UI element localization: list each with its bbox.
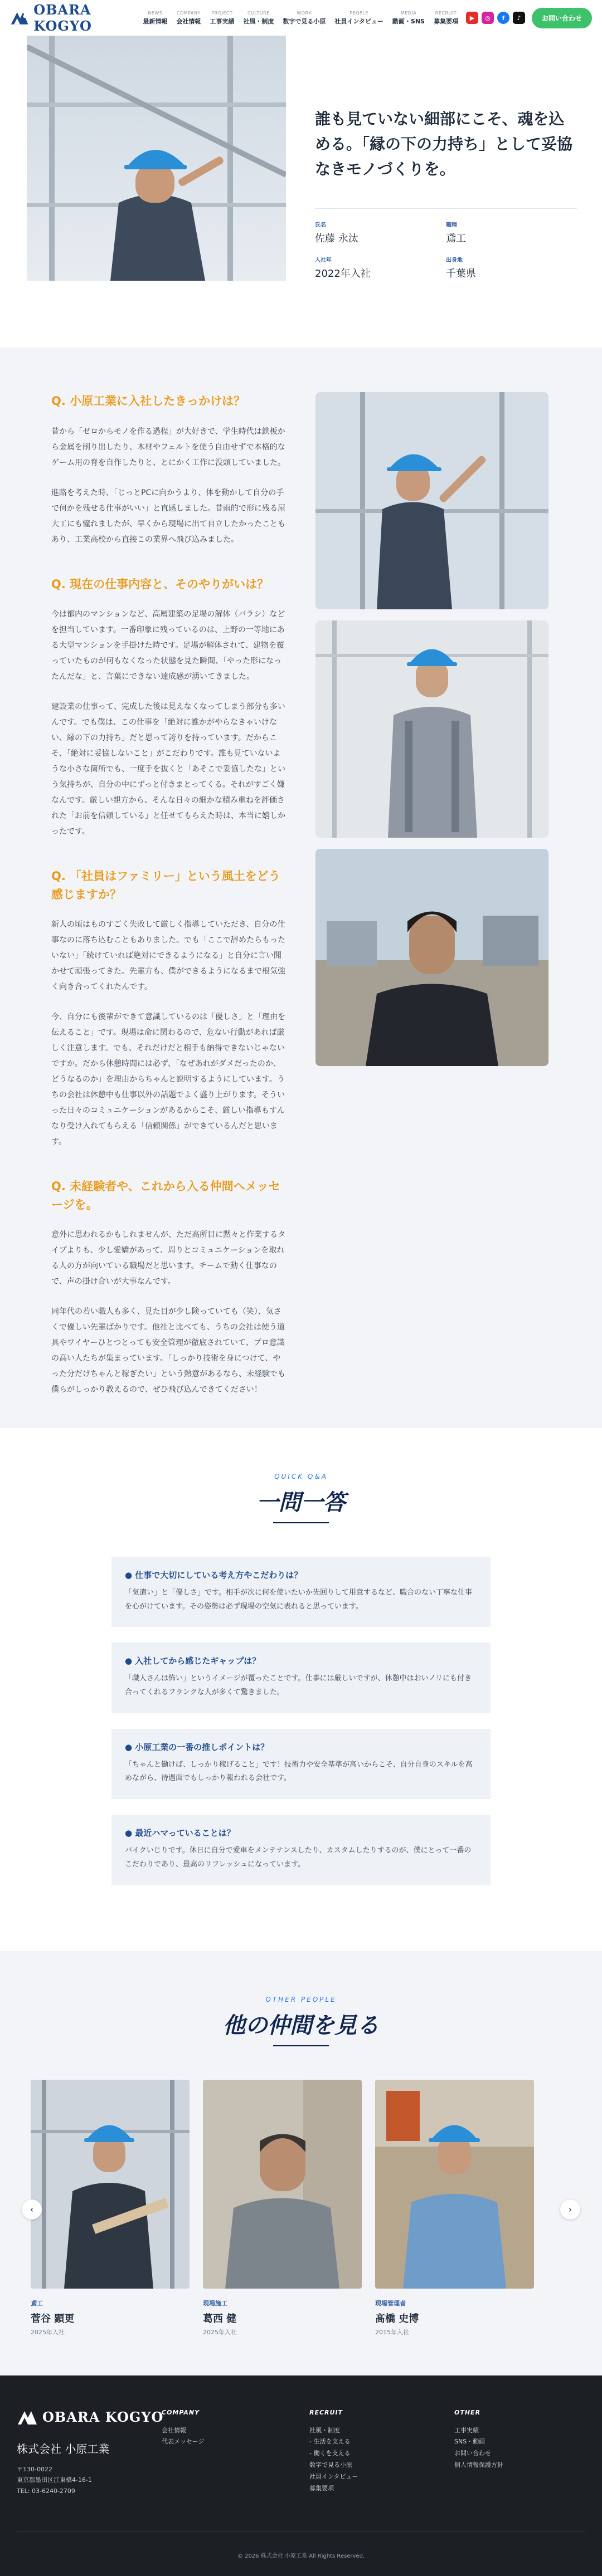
- nav-ja-label: 社員インタビュー: [334, 17, 383, 25]
- quick-section-en: QUICK Q&A: [274, 1473, 328, 1480]
- nav-en-label: MEDIA: [400, 10, 417, 16]
- footer-link[interactable]: 社風・制度: [309, 2426, 340, 2434]
- footer-link[interactable]: - 働くを支える: [309, 2450, 351, 2457]
- footer-logo-mark-icon: [17, 2409, 38, 2426]
- nav-ja-label: 社風・制度: [243, 17, 274, 25]
- contact-button[interactable]: お問い合わせ: [532, 8, 592, 28]
- youtube-icon[interactable]: ▶: [466, 12, 478, 24]
- interview-photo: [315, 392, 548, 609]
- nav-en-label: PROJECT: [211, 10, 233, 16]
- quick-section-title: 一問一答: [256, 1490, 346, 1516]
- answer-paragraph: 同年代の若い職人も多く、見た目が少し険っていても（笑）、気さくで優しい先輩ばかりです。他社と比べても、うちの会社は使う道具やワイヤーひとつとっても安全管理が徹底されていて、プロ意識の高い人たちが集まっています。「しっかり技術を身につけて、やった分だけちゃんと稼ぎたい」という熱意があるなら、未経験でも僕らがしっかり教えるので、ぜひ飛び込んできてください！: [51, 1307, 285, 1395]
- qa-block: [51, 392, 285, 548]
- question-title: Q. 「社員はファミリー」という風土をどう感じますか？: [51, 869, 280, 901]
- nav-en-label: NEWS: [148, 10, 163, 16]
- footer-link[interactable]: 代表メッセージ: [162, 2438, 205, 2446]
- quick-answer: 「職人さんは怖い」というイメージが覆ったことです。仕事には厳しいですが、休憩中はおいノリにも付き合ってくれるフランクな人が多くて驚きました。: [125, 1674, 472, 1697]
- facebook-icon[interactable]: f: [497, 12, 509, 24]
- quick-answer: バイクいじりです。休日に自分で愛車をメンテナンスしたり、カスタムしたりするのが、僕にとって一番のこだわりであり、最高のリフレッシュになっています。: [125, 1846, 472, 1869]
- footer-col-other: [454, 2409, 503, 2472]
- from-label: 出身地: [446, 257, 463, 264]
- quick-question: ● 仕事で大切にしている考え方やこだわりは？: [125, 1570, 303, 1580]
- answer-paragraph: 今、自分にも後輩ができて意識しているのは「優しさ」と「理由を伝えること」です。現場は命に関わるので、危ない行動があれば厳しく注意します。でも、それだけだと相手も納得できないじゃないですか。だから休憩時間には必ず、「なぜあれがダメだったのか、どうなるのか」を理由からちゃんと説明するようにしています。うちの会社は休憩中も仕事以外の話題でよく盛り上がります。そういった日々のコミュニケーションがあるからこそ、厳しい指導もすんなり受け入れてもらえる「信頼関係」ができているんだと思います。: [51, 1013, 285, 1147]
- person-card[interactable]: [375, 2080, 534, 2337]
- year-label: 入社年: [315, 257, 332, 264]
- person-card[interactable]: [203, 2080, 362, 2337]
- quick-qa-item: [111, 1729, 491, 1799]
- footer-street: 東京都墨田区江東橋4-16-1: [17, 2476, 92, 2484]
- person-photo: [203, 2080, 362, 2289]
- hero-section: [0, 36, 602, 281]
- name-label: 氏名: [315, 222, 326, 229]
- site-header: [0, 0, 602, 36]
- answer-paragraph: 昔から「ゼロからモノを作る過程」が大好きで、学生時代は鉄板から金属を削り出したり、木材やフェルトを使う自由せずで本格的なゲーム用の脊を自作したりと、とにかく工作に没頭していました。: [51, 427, 285, 467]
- logo-text: OBARA KOGYO: [33, 2, 92, 34]
- person-year: 2025年入社: [203, 2328, 237, 2336]
- copyright: © 2026 株式会社 小原工業 All Rights Reserved.: [17, 2531, 585, 2559]
- nav-item-recruit[interactable]: [434, 11, 458, 26]
- person-job: 現場施工: [203, 2299, 227, 2307]
- footer-col-title: RECRUIT: [309, 2408, 343, 2416]
- footer-company-name: 株式会社 小原工業: [17, 2442, 110, 2456]
- from-value: 千葉県: [446, 268, 476, 280]
- nav-ja-label: 動画・SNS: [392, 17, 425, 25]
- answer-paragraph: 意外に思われるかもしれませんが、ただ高所目に黙々と作業するタイプよりも、少し愛嬌があって、周りとコミュニケーションを取れる人の方が向いている職場だと思います。チームで動く仕事なので、声の掛け合いが大事なんです。: [51, 1230, 285, 1287]
- nav-en-label: COMPANY: [176, 10, 201, 16]
- person-name: 菅谷 顕更: [31, 2313, 75, 2325]
- year-value: 2022年入社: [315, 268, 371, 280]
- person-card[interactable]: [31, 2080, 190, 2337]
- person-photo: [31, 2080, 190, 2289]
- person-job: 鳶工: [31, 2299, 43, 2307]
- footer-address: [17, 2464, 163, 2497]
- people-carousel: [31, 2080, 571, 2337]
- section-divider: [273, 2045, 329, 2046]
- others-section-en: OTHER PEOPLE: [265, 1995, 337, 2003]
- instagram-icon[interactable]: ◎: [482, 12, 494, 24]
- footer-logo[interactable]: [17, 2409, 163, 2426]
- footer-link[interactable]: 個人情報保護方針: [454, 2461, 503, 2469]
- nav-ja-label: 工事実績: [210, 17, 235, 25]
- nav-en-label: RECRUIT: [435, 10, 457, 16]
- footer-postal: 〒130-0022: [17, 2465, 52, 2473]
- person-job: 現場管理者: [375, 2299, 406, 2307]
- footer-logo-text: OBARA KOGYO: [42, 2409, 164, 2425]
- footer-col-company: [162, 2409, 204, 2448]
- footer-brand: [17, 2409, 163, 2497]
- person-photo: [375, 2080, 534, 2289]
- footer-link[interactable]: 工事実績: [454, 2426, 479, 2434]
- quick-qa-item: [111, 1643, 491, 1713]
- hero-title: 誰も見ていない細部にこそ、魂を込める。「縁の下の力持ち」として妥協なきモノづくりを。: [315, 110, 573, 178]
- quick-qa-section: [0, 1428, 602, 1951]
- interview-section: [0, 348, 602, 1428]
- person-year: 2015年入社: [375, 2328, 409, 2336]
- name-value: 佐藤 永汰: [315, 233, 358, 245]
- nav-item-people[interactable]: [334, 11, 383, 26]
- job-label: 職種: [446, 222, 457, 229]
- tiktok-icon[interactable]: ♪: [513, 12, 525, 24]
- hero-photo: [27, 36, 286, 281]
- quick-question: ● 最近ハマっていることは？: [125, 1828, 235, 1839]
- answer-paragraph: 新人の頃はものすごく失敗して厳しく指導していただき、自分の仕事なのに落ち込むこともありました。でも「ここで辞めたらもったいない」「続けていれば絶対にできるようになる」と自分に言い聞かせて頑張ってきた。先輩方も、僕ができるようになるまで根気強く向き合ってくれたんです。: [51, 920, 285, 992]
- question-title: Q. 現在の仕事内容と、そのやりがいは？: [51, 577, 269, 591]
- interview-photo: [315, 620, 548, 838]
- sns-links: [466, 12, 525, 24]
- answer-paragraph: 建設業の仕事って、完成した後は見えなくなってしまう部分も多いんです。でも僕は、この仕事を「絶対に誰かがやらなきゃいけない、縁の下の力持ち」だと思って誇りを持っています。だからこそ、「絶対に妥協しないこと」がこだわりです。誰も見ていないような小さな箇所でも、一度手を抜くと「あそこで妥協したな」という気持ちが、自分の中にずっと付きまとってくる。それがすごく嫌なんです。厳しい親方から、そんな日々の細かな積み重ねを評価された「お前を信頼している」と任せてもらえた時は、本当に嬉しかったです。: [51, 702, 285, 837]
- nav-item-news[interactable]: [143, 11, 167, 26]
- footer-link[interactable]: - 生活を支える: [309, 2438, 351, 2446]
- section-divider: [273, 1522, 329, 1523]
- profile-meta: [315, 208, 577, 280]
- quick-answer: 「ちゃんと働けば、しっかり稼げること」です！技術力や安全基準が高いからこそ、自分自身のスキルを高めながら、待遇面でもしっかり報われる会社です。: [125, 1760, 473, 1783]
- footer-tel: TEL: 03-6240-2709: [17, 2487, 75, 2495]
- quick-answer: 「気遣い」と「優しさ」です。相手が次に何を使いたいか先回りして用意するなど、職合のない丁寧な仕事を心がけています。その姿勢は必ず現場の空気に表れると思っています。: [125, 1588, 472, 1611]
- nav-item-company[interactable]: [176, 11, 201, 26]
- carousel-prev-icon[interactable]: ‹: [22, 2199, 42, 2220]
- quick-qa-item: [111, 1815, 491, 1885]
- qa-block: [51, 1177, 285, 1397]
- footer-link[interactable]: お問い合わせ: [454, 2450, 491, 2457]
- person-name: 葛西 健: [203, 2313, 237, 2325]
- quick-question: ● 入社してから感じたギャップは？: [125, 1656, 261, 1666]
- footer-col-title: COMPANY: [162, 2408, 200, 2416]
- carousel-next-icon[interactable]: ›: [560, 2199, 580, 2220]
- footer-link[interactable]: 数字で見る小原: [309, 2461, 352, 2469]
- nav-item-work[interactable]: [283, 11, 326, 26]
- other-people-section: [0, 1951, 602, 2375]
- nav-ja-label: 募集要項: [433, 17, 458, 25]
- logo-mark-icon: [10, 9, 29, 26]
- nav-item-culture[interactable]: [243, 11, 274, 26]
- nav-ja-label: 最新情報: [143, 17, 168, 25]
- answer-paragraph: 今は都内のマンションなど、高層建築の足場の解体（バラシ）などを担当しています。一番印象に残っているのは、上野の一等地にある大型マンションを手掛けた時です。足場が解体されて、建物を覆っていたものが何もなくなった状態を見た瞬間、「やった形になったんだな」と、言葉にできない達成感が湧いてきました。: [51, 610, 285, 682]
- question-title: Q. 未経験者や、これから入る仲間へメッセージを。: [51, 1180, 280, 1211]
- nav-ja-label: 数字で見る小原: [283, 17, 326, 25]
- footer-link[interactable]: SNS・動画: [454, 2438, 486, 2446]
- qa-block: [51, 575, 285, 840]
- qa-column: [51, 392, 285, 1425]
- answer-paragraph: 進路を考えた時、「じっとPCに向かうより、体を動かして自分の手で何かを残せる仕事がいい」と直感しました。昔雨的で形に残る屋大工にも憧れましたが、早くから現場に出て自立したかったこともあり、工業高校から直接この業界へ飛び込みました。: [51, 488, 285, 544]
- site-logo[interactable]: [10, 2, 143, 34]
- interview-photo: [315, 849, 548, 1066]
- quick-qa-list: [111, 1557, 491, 1885]
- nav-en-label: PEOPLE: [349, 10, 368, 16]
- question-title: Q. 小原工業に入社したきっかけは？: [51, 394, 246, 408]
- footer-link[interactable]: 募集要項: [309, 2484, 334, 2492]
- quick-qa-item: [111, 1557, 491, 1627]
- person-year: 2025年入社: [31, 2328, 65, 2336]
- hero-text: [315, 107, 577, 280]
- person-name: 髙橋 史博: [375, 2313, 419, 2325]
- footer-link[interactable]: 社員インタビュー: [309, 2473, 358, 2481]
- footer-col-title: OTHER: [454, 2408, 481, 2416]
- nav-en-label: CULTURE: [247, 10, 270, 16]
- others-section-title: 他の仲間を見る: [223, 2012, 379, 2039]
- site-footer: [0, 2375, 602, 2576]
- nav-item-project[interactable]: [210, 11, 234, 26]
- footer-link[interactable]: 会社情報: [162, 2426, 186, 2434]
- footer-col-recruit: [309, 2409, 358, 2495]
- nav-item-media[interactable]: [392, 11, 425, 26]
- main-nav: [143, 11, 458, 26]
- quick-question: ● 小原工業の一番の推しポイントは？: [125, 1742, 269, 1752]
- nav-en-label: WORK: [297, 10, 312, 16]
- job-value: 鳶工: [446, 233, 466, 245]
- nav-ja-label: 会社情報: [176, 17, 201, 25]
- qa-block: [51, 867, 285, 1150]
